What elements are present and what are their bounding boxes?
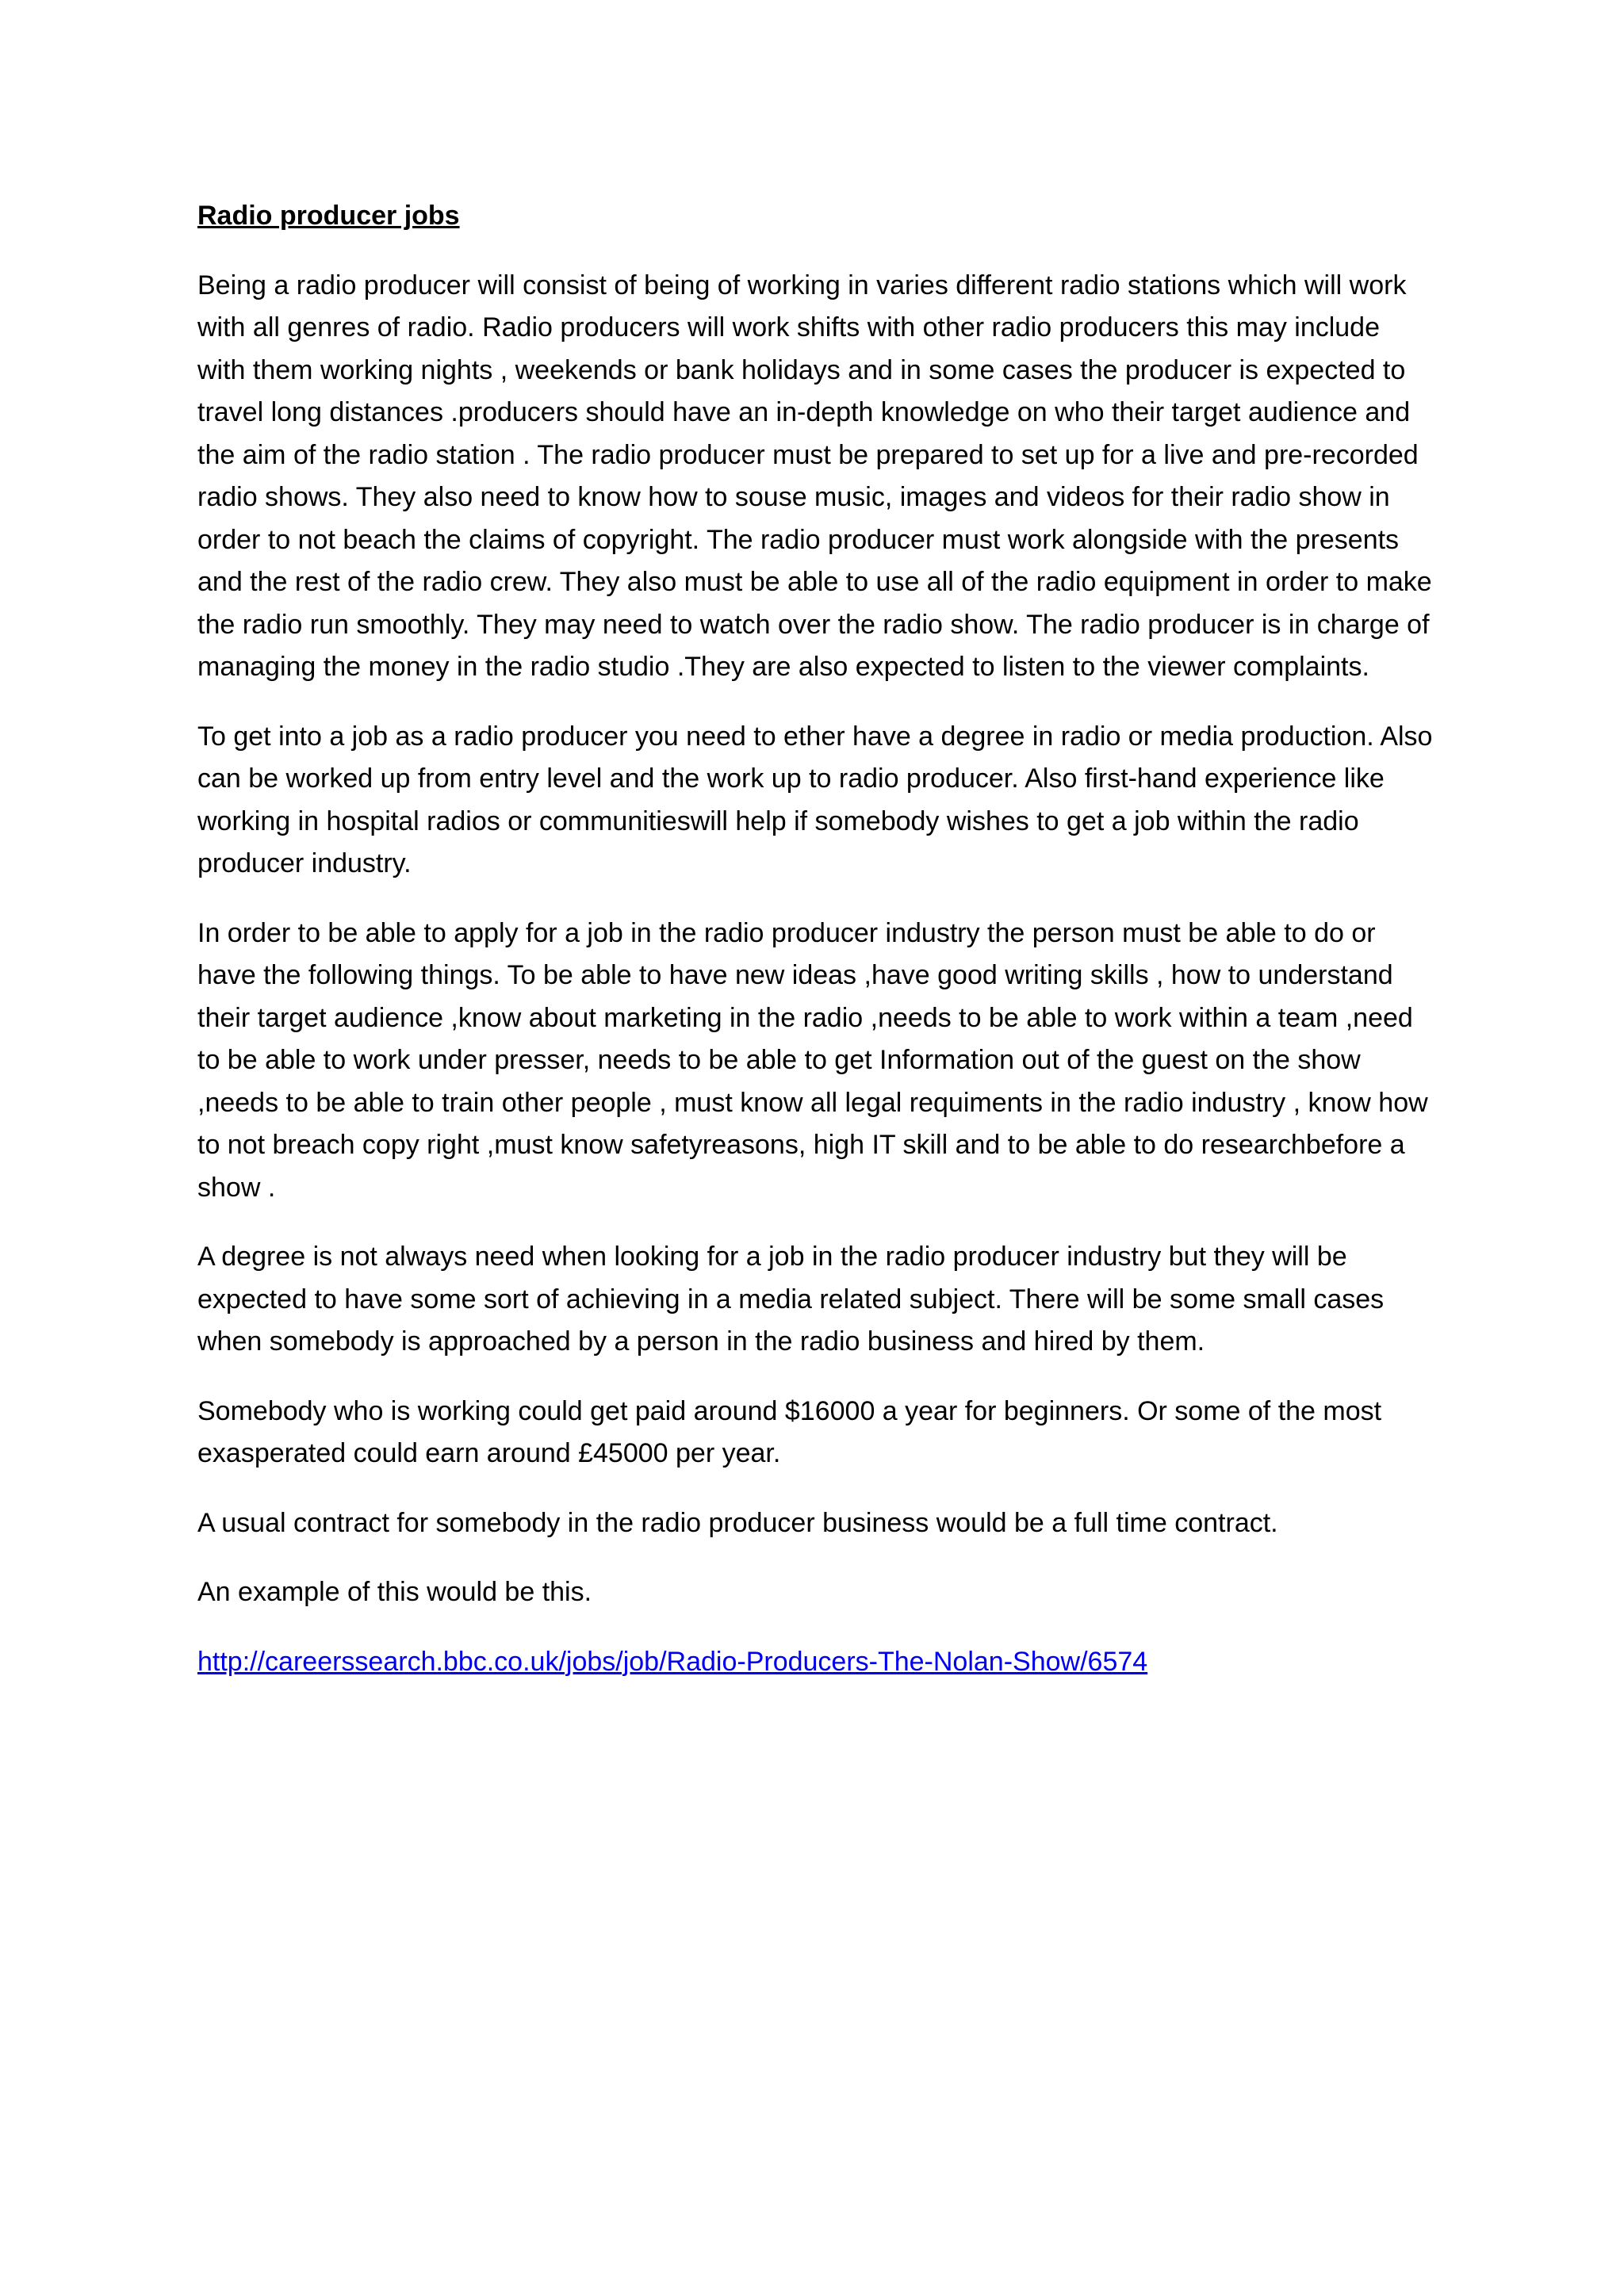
document-body: [197, 195, 1434, 1710]
paragraph-contract: A usual contract for somebody in the radio producer business would be a full time contract.: [197, 1507, 1278, 1538]
document-title: Radio producer jobs: [197, 201, 460, 231]
paragraph-qualifications: A degree is not always need when looking for a job in the radio producer industry but they will be expected to have some sort of achieving in a media related subject. There will be some small cases when somebody is approached by a person in the radio business and hired by them.: [197, 1242, 1385, 1357]
paragraph-salary: Somebody who is working could get paid around $16000 a year for beginners. Or some of the most exasperated could earn around £45000 per year.: [197, 1395, 1382, 1468]
paragraph-role-description: Being a radio producer will consist of being of working in varies different radio stations which will work with all genres of radio. Radio producers will work shifts with other radio producers this may include with them working nights , weekends or bank holidays and in some cases the producer is expected to travel long distances .producers should have an in-depth knowledge on who their target audience and the aim of the radio station . The radio producer must be prepared to set up for a live and pre-recorded radio shows. They also need to know how to souse music, images and videos for their radio show in order to not beach the claims of copyright. The radio producer must work alongside with the presents and the rest of the radio crew. They also must be able to use all of the radio equipment in order to make the radio run smoothly. They may need to watch over the radio show. The radio producer is in charge of managing the money in the radio studio .They are also expected to listen to the viewer complaints.: [197, 270, 1432, 682]
paragraph-entry-requirements: To get into a job as a radio producer you need to ether have a degree in radio or media production. Also can be worked up from entry level and the work up to radio producer. Also first-hand experience like working in hospital radios or communitieswill help if somebody wishes to get a job within the radio producer industry.: [197, 721, 1433, 878]
job-listing-link[interactable]: http://careerssearch.bbc.co.uk/jobs/job/Radio-Producers-The-Nolan-Show/6574: [197, 1646, 1148, 1677]
paragraph-example: An example of this would be this.: [197, 1577, 592, 1607]
paragraph-skills: In order to be able to apply for a job in the radio producer industry the person must be able to do or have the following things. To be able to have new ideas ,have good writing skills , how to understand their target audience ,know about marketing in the radio ,needs to be able to work within a team ,need to be able to work under presser, needs to be able to get Information out of the guest on the show ,needs to be able to train other people , must know all legal requiments in the radio industry , know how to not breach copy right ,must know safetyreasons, high IT skill and to be able to do researchbefore a show .: [197, 917, 1428, 1203]
